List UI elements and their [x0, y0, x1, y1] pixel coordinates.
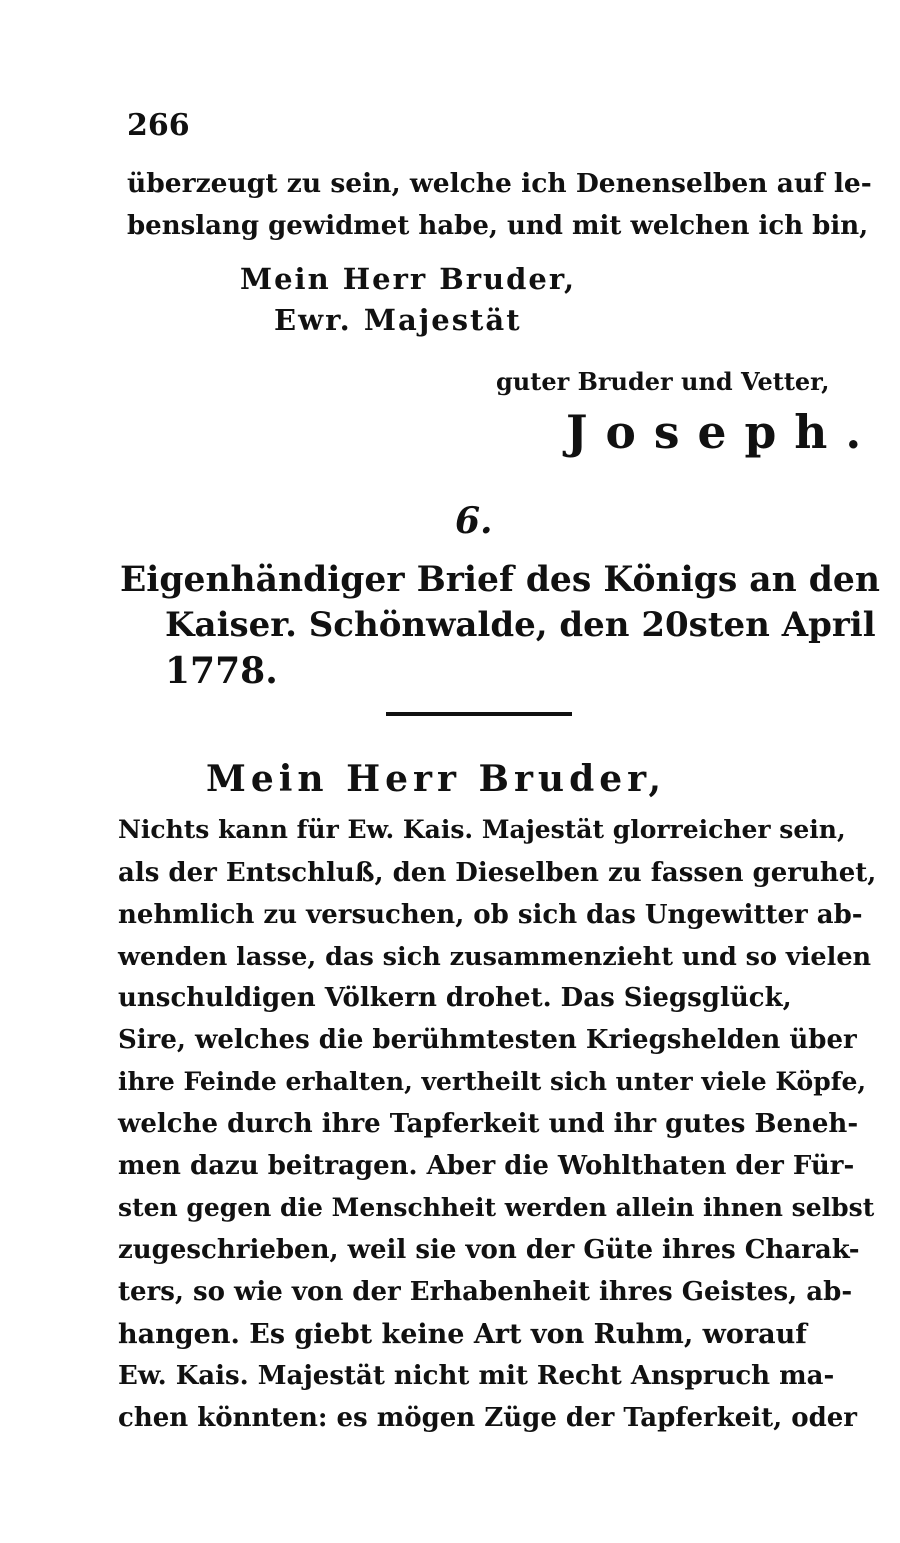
document-number: 6.	[455, 500, 493, 542]
body-line-3: nehmlich zu versuchen, ob sich das Ungewitter ab-	[118, 900, 863, 930]
body-line-1: Nichts kann für Ew. Kais. Majestät glorreicher sein,	[118, 815, 846, 844]
closing-title: Ewr. Majestät	[274, 303, 522, 337]
body-line-13: hangen. Es giebt keine Art von Ruhm, worauf	[118, 1319, 807, 1350]
body-line-7: ihre Feinde erhalten, vertheilt sich unter viele Köpfe,	[118, 1067, 867, 1096]
body-line-9: men dazu beitragen. Aber die Wohlthaten der Für-	[118, 1151, 855, 1181]
page-number: 266	[127, 108, 190, 143]
opening-line-1: überzeugt zu sein, welche ich Denenselben auf le-	[127, 168, 872, 199]
body-line-11: zugeschrieben, weil sie von der Güte ihres Charak-	[118, 1235, 860, 1265]
body-line-10: sten gegen die Menschheit werden allein ihnen selbst	[118, 1193, 875, 1222]
salutation: Mein Herr Bruder,	[206, 758, 667, 800]
body-line-5: unschuldigen Völkern drohet. Das Siegsglück,	[118, 983, 792, 1013]
body-line-2: als der Entschluß, den Dieselben zu fassen geruhet,	[118, 858, 877, 888]
body-line-6: Sire, welches die berühmtesten Kriegshelden über	[118, 1025, 857, 1055]
heading-line-1: Eigenhändiger Brief des Königs an den	[120, 560, 880, 600]
signature: Joseph.	[566, 405, 880, 459]
closing-address: Mein Herr Bruder,	[240, 262, 577, 296]
body-line-8: welche durch ihre Tapferkeit und ihr gutes Beneh-	[118, 1109, 859, 1139]
body-line-15: chen könnten: es mögen Züge der Tapferkeit, oder	[118, 1403, 858, 1433]
body-line-4: wenden lasse, das sich zusammenzieht und so vielen	[118, 942, 872, 972]
body-line-14: Ew. Kais. Majestät nicht mit Recht Anspruch ma-	[118, 1361, 835, 1391]
closing-relation: guter Bruder und Vetter,	[496, 367, 830, 396]
section-divider	[386, 712, 572, 716]
opening-line-2: benslang gewidmet habe, und mit welchen ich bin,	[127, 211, 869, 241]
body-line-12: ters, so wie von der Erhabenheit ihres Geistes, ab-	[118, 1277, 853, 1307]
heading-line-2: Kaiser. Schönwalde, den 20sten April	[165, 605, 876, 645]
heading-line-3: 1778.	[165, 650, 278, 692]
